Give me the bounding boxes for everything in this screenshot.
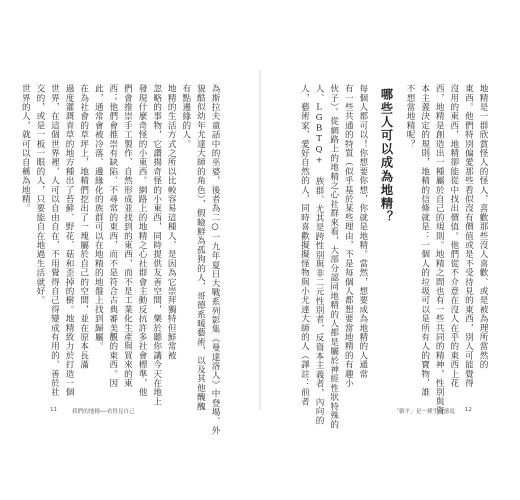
text-line: 西；他們會推崇有缺陷、不尋常的東西，而不是符合古典審美觀的東西。因 [107,84,118,388]
text-line: 有點邊緣的人。 [180,84,191,149]
section-heading: 哪些人可以成為地精？ [379,88,394,224]
text-line: 們會推崇手工製作、自然形成並找到的東西，而不是工業化生產與買來的東 [122,84,133,388]
text-line: 人、LGBTQ+ 族群、尤其是跨性別與非二元性別者，反資本主義者，內向的 [314,84,325,425]
text-line: 忽略的事物，它讚揚奇怪的小東西，同時提供友善空間，樂於聽你講今天在地上 [151,84,162,406]
text-line: 交的，或是一板一眼的人，只要能自在地過生活就好。 [34,84,45,305]
text-line: 東西。他們特別偏愛那些看似沒有價值或是不受待見的東西，別人可能覺得 [463,84,474,388]
text-line: 沒用的東西，地精卻能從中找出價值。他們從不介意在沒人在乎的東西上花 [448,84,459,388]
text-line: 貌酷似幼年尤達大師的角色），假瞼鮮為孤狗的人，哥德系暖藝術，以及其他醜醜 [195,84,206,411]
text-line: 不想當地精呢？ [405,84,416,149]
text-line: 有一些共通的特質（似乎基於某些理由，不是每個人都想要當地精的有趣小 [343,84,354,388]
text-line: 每個人都可以！你想要你想，你就是地精。當然，想要成為地精的人通常 [357,84,368,379]
text-line: 世界的人，就可以自稱為地精。 [20,84,31,213]
text-line: 地精是一群欣賞怪人的怪人，喜歡那些沒人喜歡、或是被為理所當然的 [478,84,488,370]
text-line: 人，藝術家，愛好自然的人，同時喜歡擬擬怪物與小尤達大師的人（譯註：前者 [299,84,310,406]
running-head: 我們的地精──看得見自己 [72,409,135,415]
left-paragraph-1 [178,84,222,435]
text-line: 過度灌溉青草的地方種出了苔蘚、野花、菇和歪掉的樹。地精致力於打造一個 [64,84,75,397]
page-number: 11 [50,407,58,413]
text-line: 地精的生活方式之所以比較容易這種人，是因為它崇拜獨特但鮮常被 [166,84,177,360]
text-line: 本主義決定的規則，地精的信條就是：一個人的垃圾可以是所有人的寶物，誰 [419,84,430,397]
left-paragraph-3 [32,84,90,397]
right-page [260,0,520,500]
text-line: 西，地精是創造出一種屬於自己的規則。地精之間也有一些共同的精神，性別與資 [434,84,445,416]
text-line: 此，通常會被冷落、邊緣化的族群可以在地精的地盤上找到歸屬。 [93,84,104,351]
text-line: 發現什麼奇怪的小東西。網路上的地精之心社群會主動反抗許多社會標準，他 [137,84,148,397]
page-number: 12 [464,407,472,413]
text-line: 在為社會的草坪上，地精們挖出了一塊屬於自己的空間，並在原本長滿 [78,84,89,370]
text-line: 伙子）。從網路上的地精之心社群來看，大部分認同地精的人都是屬於神經性狀特殊的 [328,84,339,430]
right-paragraph-1 [297,84,370,430]
left-paragraph-4 [18,84,33,394]
left-paragraph-2 [91,84,179,406]
running-head: 「躺平」是一種生活態度 [393,409,455,415]
text-line: 世界，在這個世界裡，人可以自由自在，不用覺得自己得變成有用的、善於社 [49,84,60,397]
text-line: 為斯拉夫童話中的巫婆，後者為二○一九年夏日大戰系列影集《曼達洛人》中登場、外 [210,84,220,435]
